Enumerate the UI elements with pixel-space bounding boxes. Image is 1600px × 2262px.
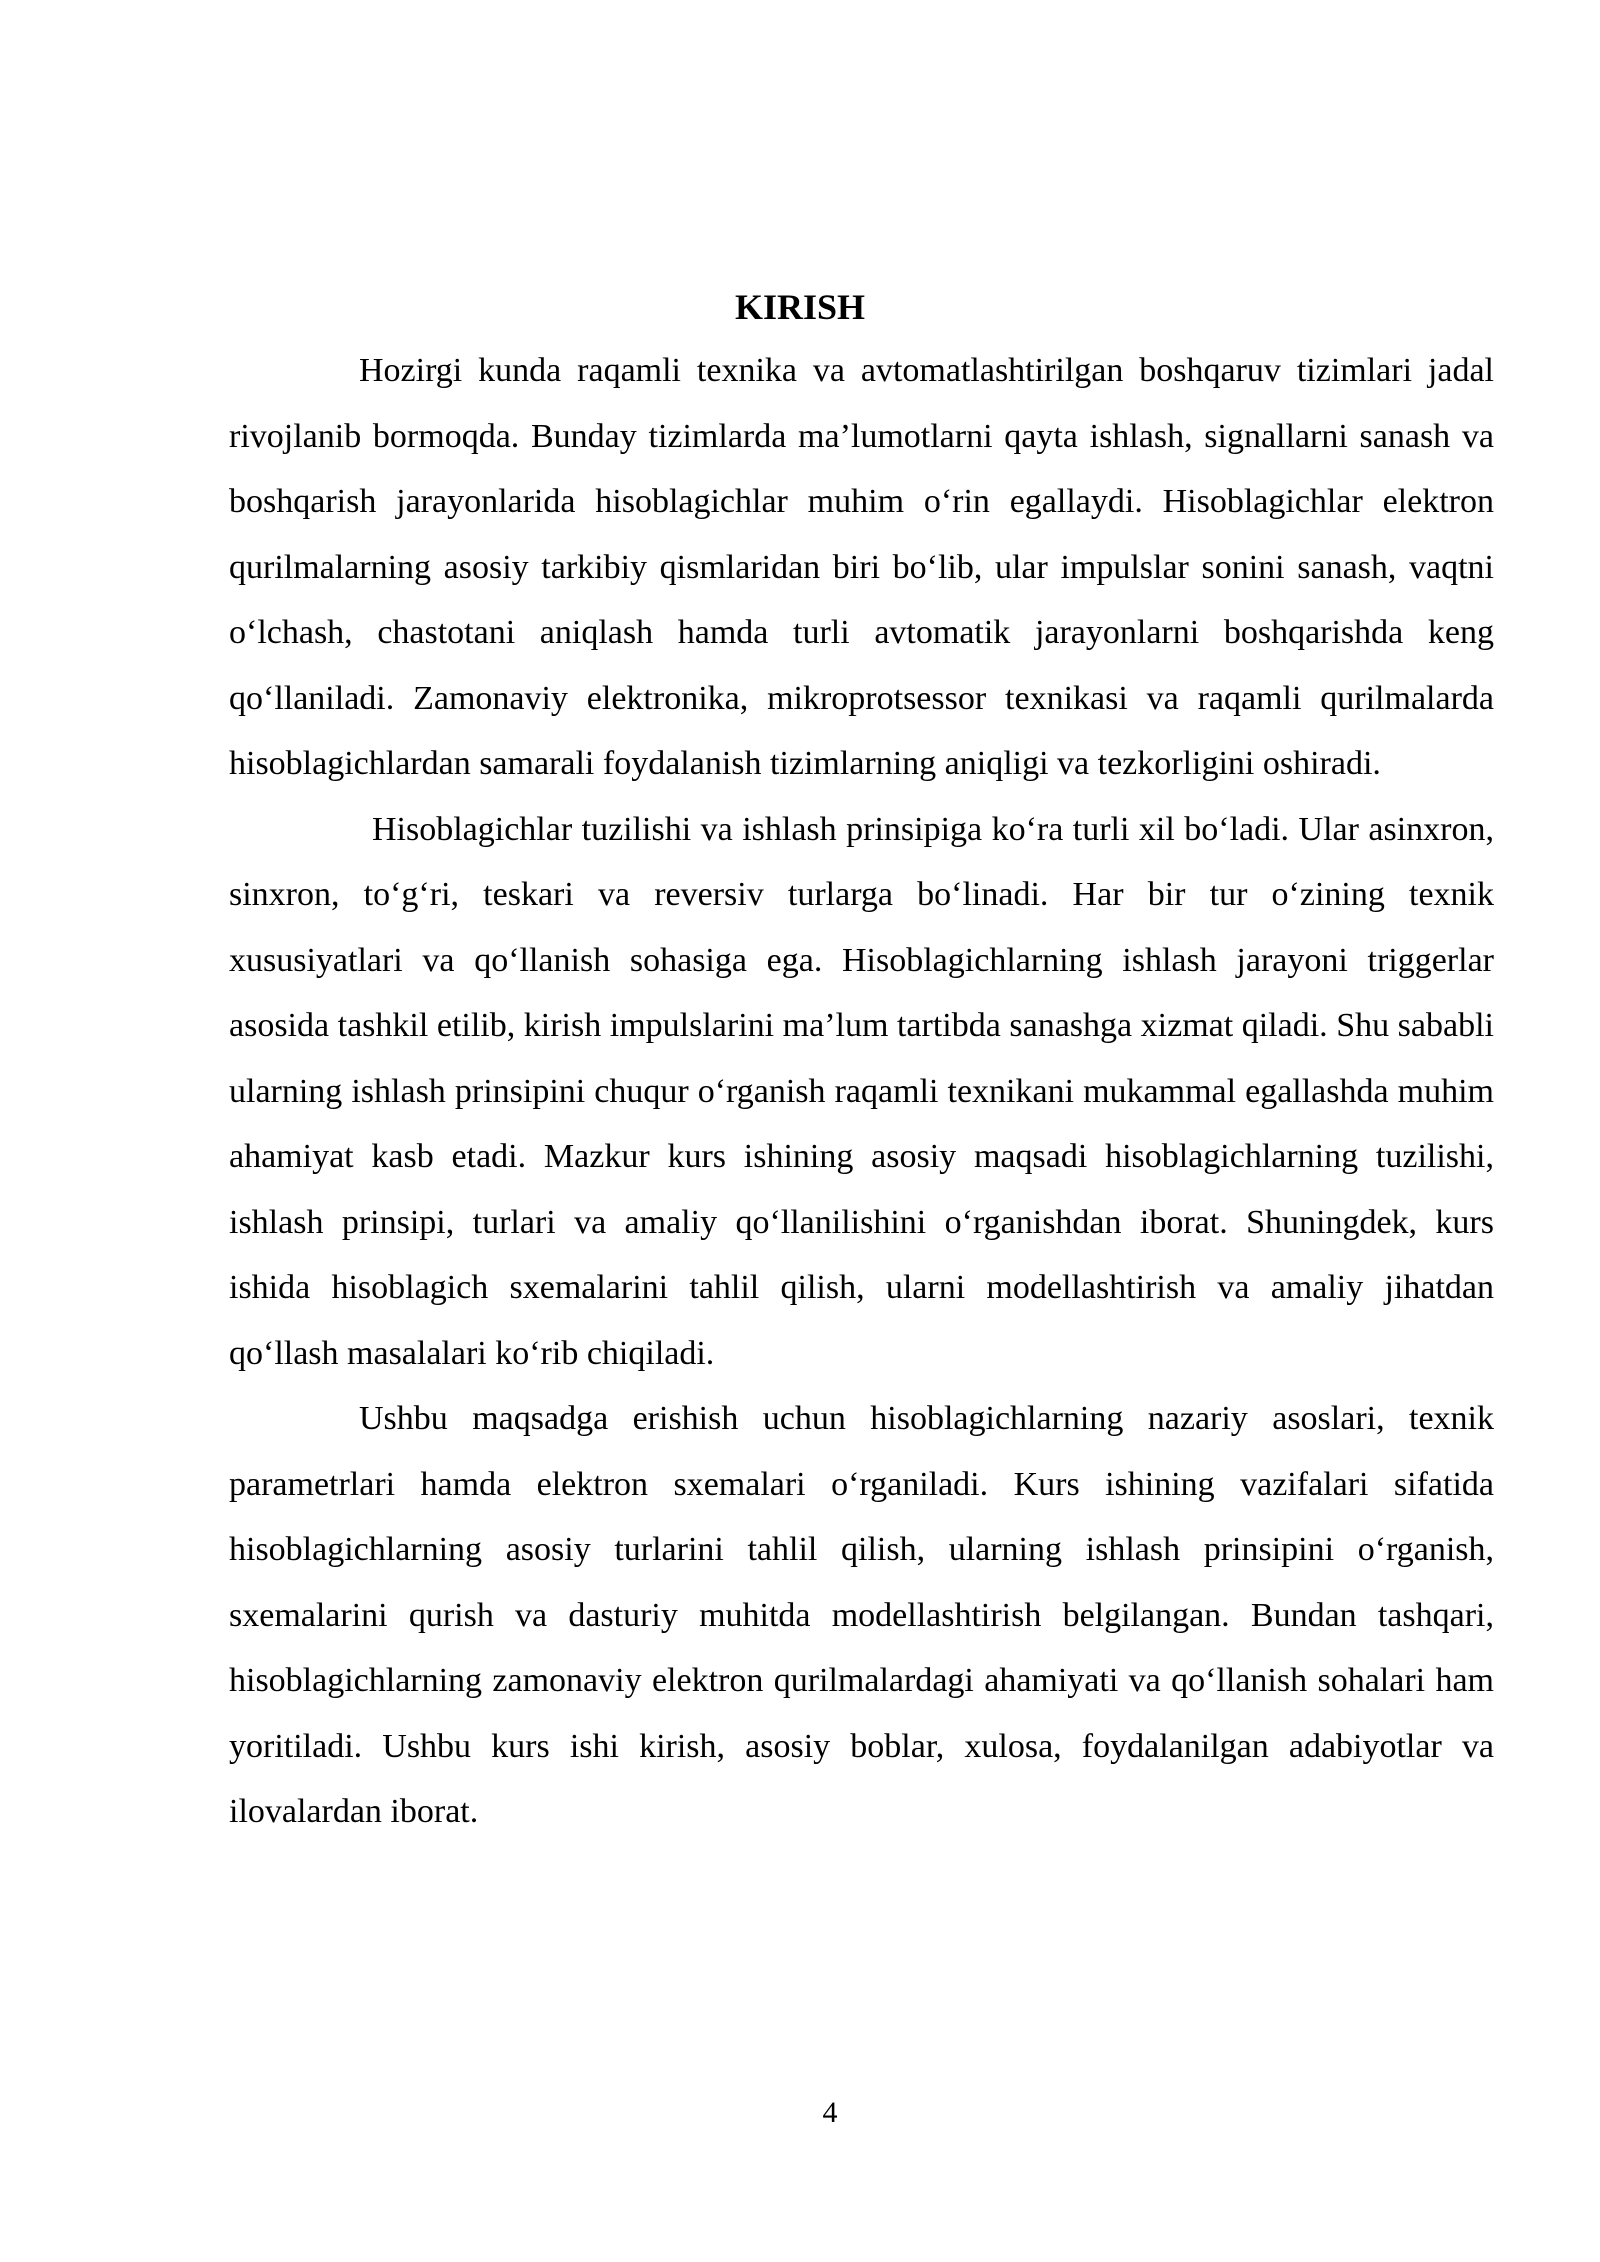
body-text — [229, 338, 1494, 1845]
page-number: 4 — [822, 2096, 838, 2129]
paragraph-3: Ushbu maqsadga erishish uchun hisoblagichlarning nazariy asoslari, texnik parametrlari hamda elektron sxemalari o‘rganiladi. Kurs ishining vazifalari sifatida hisoblagichlarning asosiy turlarini tahlil qilish, ularning ishlash prinsipini o‘rganish, sxemalarini qurish va dasturiy muhitda modellashtirish belgilangan. Bundan tashqari, hisoblagichlarning zamonaviy elektron qurilmalardagi ahamiyati va qo‘llanish sohalari ham yoritiladi. Ushbu kurs ishi kirish, asosiy boblar, xulosa, foydalanilgan adabiyotlar va ilovalardan iborat. — [229, 1400, 1494, 1830]
paragraph-1: Hozirgi kunda raqamli texnika va avtomatlashtirilgan boshqaruv tizimlari jadal rivojlanib bormoqda. Bunday tizimlarda ma’lumotlarni qayta ishlash, signallarni sanash va boshqarish jarayonlarida hisoblagichlar muhim o‘rin egallaydi. Hisoblagichlar elektron qurilmalarning asosiy tarkibiy qismlaridan biri bo‘lib, ular impulslar sonini sanash, vaqtni o‘lchash, chastotani aniqlash hamda turli avtomatik jarayonlarni boshqarishda keng qo‘llaniladi. Zamonaviy elektronika, mikroprotsessor texnikasi va raqamli qurilmalarda hisoblagichlardan samarali foydalanish tizimlarning aniqligi va tezkorligini oshiradi. — [229, 352, 1494, 782]
section-heading-text: KIRISH — [734, 287, 866, 327]
section-heading — [0, 282, 1600, 332]
paragraph-2: Hisoblagichlar tuzilishi va ishlash prinsipiga ko‘ra turli xil bo‘ladi. Ular asinxron, sinxron, to‘g‘ri, teskari va reversiv turlarga bo‘linadi. Har bir tur o‘zining texnik xususiyatlari va qo‘llanish sohasiga ega. Hisoblagichlarning ishlash jarayoni triggerlar asosida tashkil etilib, kirish impulslarini ma’lum tartibda sanashga xizmat qiladi. Shu sababli ularning ishlash prinsipini chuqur o‘rganish raqamli texnikani mukammal egallashda muhim ahamiyat kasb etadi. Mazkur kurs ishining asosiy maqsadi hisoblagichlarning tuzilishi, ishlash prinsipi, turlari va amaliy qo‘llanilishini o‘rganishdan iborat. Shuningdek, kurs ishida hisoblagich sxemalarini tahlil qilish, ularni modellashtirish va amaliy jihatdan qo‘llash masalalari ko‘rib chiqiladi. — [229, 810, 1494, 1372]
